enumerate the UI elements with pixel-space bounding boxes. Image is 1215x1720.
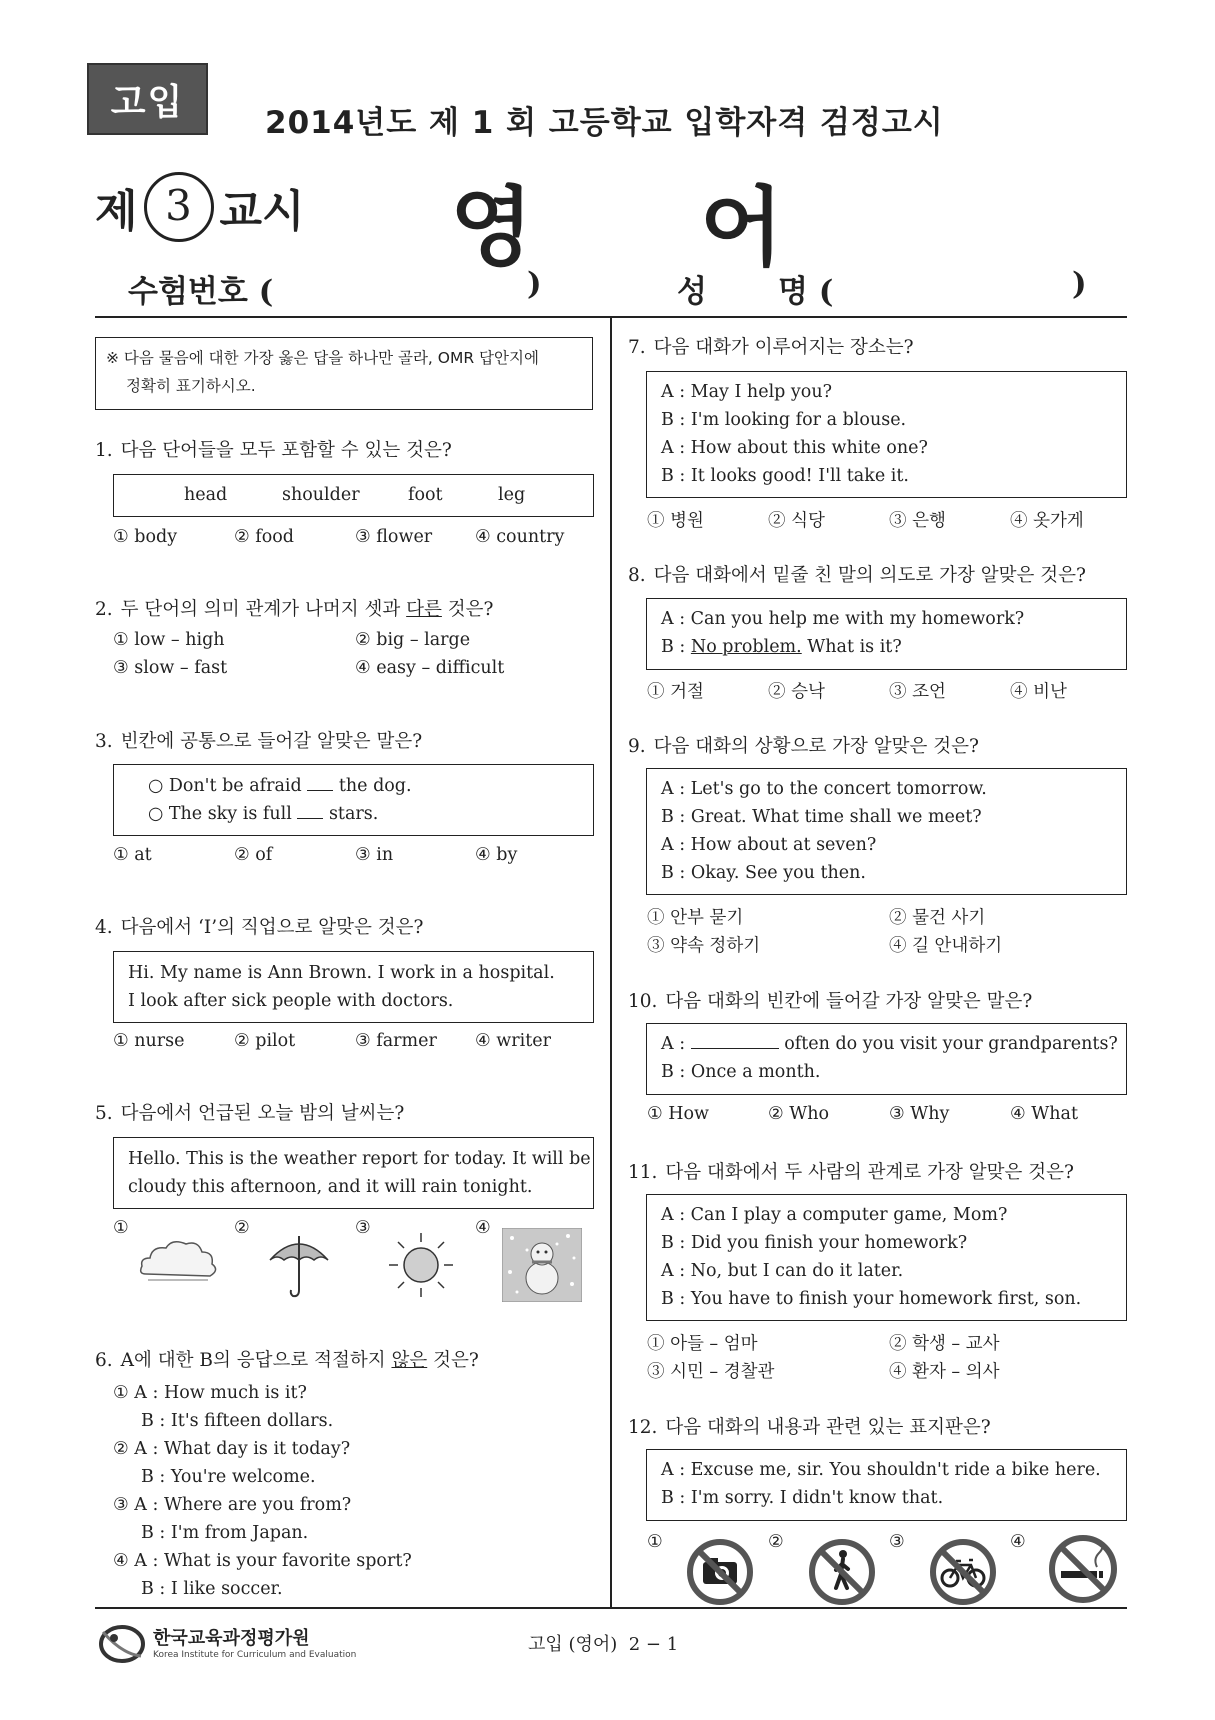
question-12-title [628, 1413, 991, 1439]
word: head [184, 485, 228, 505]
question-12 [628, 1413, 991, 1439]
word: shoulder [282, 485, 360, 505]
option-1[interactable] [113, 1379, 412, 1407]
exam-title: 2014년도 제 1 회 고등학교 입학자격 검정고시 [265, 105, 944, 141]
name-label-1: 성 [677, 274, 707, 310]
word: leg [498, 485, 526, 505]
question-number: 2. [95, 599, 113, 620]
option-3[interactable]: ③ flower [355, 527, 433, 547]
question-2 [95, 595, 493, 621]
passage-line: Hi. My name is Ann Brown. I work in a hospital. [128, 963, 555, 983]
option-4[interactable]: ④ [475, 1218, 491, 1238]
sentence-2 [148, 800, 593, 828]
option-2[interactable]: ② 물건 사기 [889, 908, 986, 928]
no-bicycle-sign-icon[interactable] [929, 1538, 997, 1606]
question-number: 10. [628, 991, 658, 1012]
question-number: 7. [628, 337, 646, 358]
notice-line-1: ※ 다음 물음에 대한 가장 옳은 답을 하나만 골라, OMR 답안지에 [106, 349, 539, 367]
option-2[interactable]: ② big – large [355, 630, 471, 650]
dialogue-line: B : I'm sorry. I didn't know that. [661, 1488, 944, 1508]
question-4 [95, 913, 423, 939]
option-mark: ③ [113, 1495, 129, 1515]
question-3 [95, 727, 422, 753]
option-3[interactable]: ③ Why [889, 1104, 950, 1124]
question-5 [95, 1099, 404, 1125]
option-1[interactable]: ① body [113, 527, 178, 547]
option-3[interactable]: ③ [889, 1532, 905, 1552]
question-6-title [95, 1346, 479, 1372]
question-5-passage-box [113, 1137, 594, 1209]
option-1[interactable]: ① nurse [113, 1031, 185, 1051]
option-3[interactable]: ③ 조언 [889, 682, 946, 702]
option-3[interactable]: ③ slow – fast [113, 658, 228, 678]
option-2[interactable]: ② food [234, 527, 295, 547]
dialogue-line: A : How about at seven? [661, 835, 877, 855]
question-text: 다음에서 ‘I’의 직업으로 알맞은 것은? [120, 917, 424, 938]
question-text-end: 것은? [441, 599, 494, 620]
word: foot [408, 485, 443, 505]
question-9 [628, 732, 979, 758]
option-mark: ④ [113, 1551, 129, 1571]
option-2[interactable]: ② 학생 – 교사 [889, 1334, 1000, 1354]
question-11 [628, 1158, 1074, 1184]
question-7-title [628, 333, 914, 359]
org-subtitle: Korea Institute for Curriculum and Evaluation [153, 1650, 357, 1660]
exam-level-badge: 고입 [87, 63, 208, 135]
question-8-dialogue-box [646, 598, 1127, 670]
dialogue-a: A : Where are you from? [134, 1495, 352, 1515]
dialogue-line: A : Can I play a computer game, Mom? [661, 1205, 1008, 1225]
question-5-title [95, 1099, 404, 1125]
option-3[interactable]: ③ farmer [355, 1031, 437, 1051]
period-number-circle: 3 [144, 172, 214, 242]
exam-number-label: 수험번호 ( [128, 274, 274, 310]
dialogue-line: B : You have to finish your homework first, son. [661, 1289, 1082, 1309]
option-4[interactable]: ④ 옷가게 [1010, 511, 1084, 531]
subject-char-1: 영 [450, 178, 534, 278]
underlined-word: 않은 [391, 1350, 428, 1371]
blank [297, 802, 323, 819]
dialogue-a: A : What is your favorite sport? [134, 1551, 412, 1571]
option-2[interactable]: ② Who [768, 1104, 830, 1124]
option-3[interactable]: ③ 약속 정하기 [647, 936, 761, 956]
question-8-title [628, 561, 1086, 587]
option-mark: ① [113, 1383, 129, 1403]
question-number: 12. [628, 1417, 658, 1438]
option-4[interactable]: ④ 길 안내하기 [889, 936, 1003, 956]
question-text: 다음 대화에서 밑줄 친 말의 의도로 가장 알맞은 것은? [653, 565, 1086, 586]
name-label-2: 명 ( [778, 274, 834, 310]
question-text: 두 단어의 의미 관계가 나머지 셋과 [120, 599, 407, 620]
question-text: 다음 대화의 상황으로 가장 알맞은 것은? [653, 736, 979, 757]
question-text: 다음 대화의 내용과 관련 있는 표지판은? [665, 1417, 991, 1438]
option-1[interactable]: ① at [113, 845, 152, 865]
passage-line: I look after sick people with doctors. [128, 991, 454, 1011]
dialogue-line: B : Okay. See you then. [661, 863, 866, 883]
option-3[interactable]: ③ in [355, 845, 394, 865]
question-text: 다음 단어들을 모두 포함할 수 있는 것은? [120, 440, 452, 461]
question-text: 빈칸에 공통으로 들어갈 알맞은 말은? [120, 731, 423, 752]
question-text-end: 것은? [427, 1350, 479, 1371]
option-4[interactable]: ④ by [475, 845, 518, 865]
question-3-title [95, 727, 422, 753]
option-1[interactable]: ① [113, 1218, 129, 1238]
option-1[interactable]: ① 아들 – 엄마 [647, 1334, 758, 1354]
question-8 [628, 561, 1086, 587]
dialogue-line: B : Did you finish your homework? [661, 1233, 968, 1253]
option-4[interactable]: ④ 환자 – 의사 [889, 1362, 1000, 1382]
dialogue-text: What is it? [801, 637, 902, 657]
option-4[interactable]: ④ easy – difficult [355, 658, 505, 678]
umbrella-icon[interactable] [266, 1230, 332, 1300]
option-3[interactable]: ③ 시민 – 경찰관 [647, 1362, 775, 1382]
option-2[interactable]: ② of [234, 845, 273, 865]
dialogue-line [661, 1030, 1126, 1058]
column-divider [610, 318, 612, 1608]
dialogue-line: B : Once a month. [661, 1062, 821, 1082]
sentence-text-end: stars. [323, 804, 379, 824]
notice-line-2: 정확히 표기하시오. [126, 377, 256, 395]
question-7-dialogue-box [646, 371, 1127, 498]
sentence-1 [148, 772, 593, 800]
question-1-title [95, 436, 452, 462]
option-1[interactable]: ① low – high [113, 630, 225, 650]
option-3[interactable] [113, 1491, 412, 1519]
blank [307, 774, 333, 791]
dialogue-text: often do you visit your grandparents? [778, 1034, 1118, 1054]
question-number: 9. [628, 736, 646, 757]
option-3[interactable]: ③ 은행 [889, 511, 946, 531]
sentence-text: ○ Don't be afraid [148, 776, 308, 796]
snowman-icon[interactable] [502, 1228, 582, 1302]
question-6-options [113, 1379, 412, 1603]
question-text: 다음 대화에서 두 사람의 관계로 가장 알맞은 것은? [665, 1162, 1074, 1183]
option-4[interactable]: ④ [1010, 1532, 1026, 1552]
question-text: 다음 대화의 빈칸에 들어갈 가장 알맞은 말은? [665, 991, 1033, 1012]
question-number: 3. [95, 731, 113, 752]
option-1[interactable]: ① 병원 [647, 511, 704, 531]
instruction-notice [95, 337, 593, 410]
option-4[interactable] [113, 1547, 412, 1575]
sentence-text: ○ The sky is full [148, 804, 298, 824]
question-6 [95, 1346, 479, 1372]
option-1-response: B : It's fifteen dollars. [141, 1411, 334, 1431]
option-4[interactable]: ④ writer [475, 1031, 551, 1051]
option-3-response: B : I'm from Japan. [141, 1523, 309, 1543]
blank [691, 1032, 779, 1049]
question-number: 11. [628, 1162, 658, 1183]
passage-line: Hello. This is the weather report for today. It will be [128, 1149, 591, 1169]
question-number: 8. [628, 565, 646, 586]
question-number: 5. [95, 1103, 113, 1124]
exam-number-close: ) [527, 266, 542, 302]
question-7 [628, 333, 914, 359]
name-close: ) [1072, 266, 1087, 302]
question-10 [628, 987, 1032, 1013]
option-1[interactable]: ① 거절 [647, 682, 704, 702]
footer-divider [95, 1607, 1127, 1609]
question-2-title [95, 595, 493, 621]
question-11-dialogue-box [646, 1194, 1127, 1321]
option-2-response: B : You're welcome. [141, 1467, 316, 1487]
option-1[interactable]: ① 안부 묻기 [647, 908, 744, 928]
option-4-response: B : I like soccer. [141, 1579, 283, 1599]
question-text: 다음에서 언급된 오늘 밤의 날씨는? [120, 1103, 405, 1124]
option-2[interactable]: ② [234, 1218, 250, 1238]
dialogue-a: A : How much is it? [134, 1383, 307, 1403]
question-10-dialogue-box [646, 1023, 1127, 1095]
option-4[interactable]: ④ 비난 [1010, 682, 1067, 702]
period-prefix: 제 [95, 186, 138, 237]
sentence-text-end: the dog. [333, 776, 412, 796]
period-label [95, 172, 305, 242]
dialogue-line: A : How about this white one? [661, 438, 928, 458]
option-1[interactable]: ① [647, 1532, 663, 1552]
question-text: 다음 대화가 이루어지는 장소는? [653, 337, 914, 358]
question-11-title [628, 1158, 1074, 1184]
question-12-dialogue-box [646, 1449, 1127, 1521]
sun-icon[interactable] [386, 1230, 456, 1300]
question-3-sentence-box [113, 764, 594, 836]
dialogue-line: A : May I help you? [661, 382, 833, 402]
dialogue-line: B : I'm looking for a blouse. [661, 410, 907, 430]
org-name: 한국교육과정평가원 [153, 1628, 310, 1649]
dialogue-line: A : No, but I can do it later. [661, 1261, 904, 1281]
option-2[interactable] [113, 1435, 412, 1463]
question-1 [95, 436, 452, 462]
dialogue-a: A : What day is it today? [134, 1439, 351, 1459]
dialogue-line: B : Great. What time shall we meet? [661, 807, 982, 827]
question-text: A에 대한 B의 응답으로 적절하지 [120, 1350, 392, 1371]
option-2[interactable]: ② 승낙 [768, 682, 825, 702]
question-number: 6. [95, 1350, 113, 1371]
dialogue-line [661, 633, 1126, 661]
no-pedestrian-sign-icon[interactable] [808, 1538, 876, 1606]
question-number: 4. [95, 917, 113, 938]
option-1[interactable]: ① How [647, 1104, 710, 1124]
page-label: 고입 (영어) 2 − 1 [528, 1634, 679, 1655]
dialogue-line: B : It looks good! I'll take it. [661, 466, 909, 486]
question-1-word-box [113, 474, 594, 517]
no-smoking-sign-icon[interactable] [1047, 1533, 1119, 1605]
underlined-word: 다른 [406, 599, 442, 620]
no-camera-sign-icon[interactable] [686, 1538, 754, 1606]
speaker: A : [661, 1034, 691, 1054]
underlined-phrase: No problem. [690, 637, 802, 657]
period-suffix: 교시 [219, 186, 305, 237]
dialogue-line: A : Let's go to the concert tomorrow. [661, 779, 987, 799]
passage-line: cloudy this afternoon, and it will rain tonight. [128, 1177, 533, 1197]
option-2[interactable]: ② 식당 [768, 511, 825, 531]
subject-char-2: 어 [700, 178, 784, 278]
question-4-passage-box [113, 951, 594, 1023]
option-4[interactable]: ④ country [475, 527, 565, 547]
option-3[interactable]: ③ [355, 1218, 371, 1238]
speaker: B : [661, 637, 691, 657]
option-2[interactable]: ② pilot [234, 1031, 296, 1051]
question-9-title [628, 732, 979, 758]
question-number: 1. [95, 440, 113, 461]
option-4[interactable]: ④ What [1010, 1104, 1078, 1124]
dialogue-line: A : Excuse me, sir. You shouldn't ride a bike here. [661, 1460, 1101, 1480]
option-mark: ② [113, 1439, 129, 1459]
dialogue-line: A : Can you help me with my homework? [661, 609, 1025, 629]
question-10-title [628, 987, 1032, 1013]
option-2[interactable]: ② [768, 1532, 784, 1552]
question-9-dialogue-box [646, 768, 1127, 895]
question-4-title [95, 913, 423, 939]
kice-logo-icon [97, 1620, 147, 1668]
cloud-icon[interactable] [138, 1236, 220, 1286]
